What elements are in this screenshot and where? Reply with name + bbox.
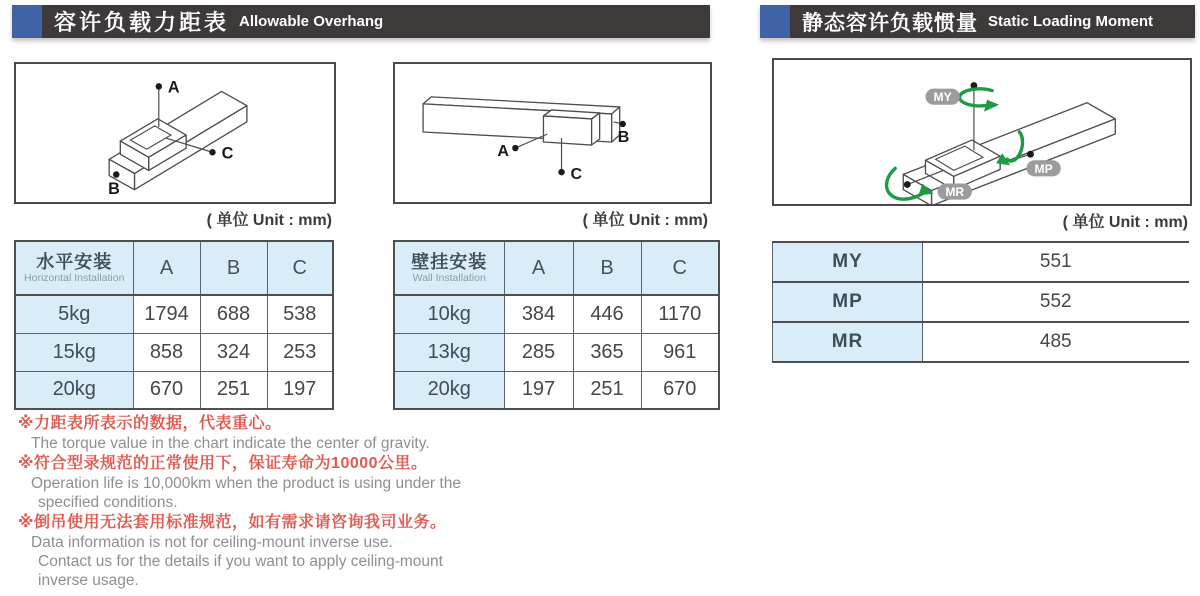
value-cell: 858 bbox=[133, 333, 200, 371]
wall-installation-table bbox=[393, 240, 720, 410]
accent-square-icon bbox=[760, 5, 790, 38]
table-row bbox=[773, 282, 1189, 322]
moment-value-cell: 552 bbox=[923, 282, 1189, 322]
section-title-zh: 静态容许负载惯量 bbox=[802, 11, 978, 35]
wall-rail-diagram-icon bbox=[395, 64, 710, 202]
table-row bbox=[15, 295, 333, 333]
note-zh: ※倒吊使用无法套用标准规范，如有需求请咨询我司业务。 bbox=[18, 514, 447, 531]
table-corner-header bbox=[394, 241, 504, 295]
diagram-horizontal-installation bbox=[14, 62, 336, 204]
footnotes-block bbox=[14, 413, 514, 590]
value-cell: 446 bbox=[573, 295, 641, 333]
table-header-row bbox=[15, 241, 333, 295]
note-en: inverse usage. bbox=[38, 572, 139, 589]
value-cell: 1170 bbox=[641, 295, 719, 333]
load-cell: 5kg bbox=[15, 295, 133, 333]
header-bar bbox=[42, 5, 710, 38]
value-cell: 365 bbox=[573, 333, 641, 371]
column-header-b: B bbox=[573, 241, 641, 295]
column-header-c: C bbox=[641, 241, 719, 295]
header-en: Wall Installation bbox=[412, 272, 486, 284]
header-en: Horizontal Installation bbox=[24, 272, 125, 284]
point-a-label: A bbox=[167, 78, 180, 97]
moment-rail-diagram-icon bbox=[774, 60, 1190, 204]
load-cell: 20kg bbox=[15, 371, 133, 409]
table-row bbox=[773, 242, 1189, 282]
table-row bbox=[394, 333, 719, 371]
static-moment-table bbox=[772, 241, 1189, 363]
section-header-static-loading-moment bbox=[760, 5, 1195, 38]
column-header-c: C bbox=[267, 241, 333, 295]
value-cell: 670 bbox=[133, 371, 200, 409]
note-en: Contact us for the details if you want to apply ceiling-mount bbox=[38, 553, 443, 570]
point-a-label: A bbox=[497, 142, 509, 161]
horizontal-installation-table bbox=[14, 240, 334, 410]
value-cell: 197 bbox=[267, 371, 333, 409]
moment-value-cell: 551 bbox=[923, 242, 1189, 282]
mr-label: MR bbox=[945, 185, 965, 200]
note-zh: ※力距表所表示的数据，代表重心。 bbox=[18, 415, 282, 432]
column-header-a: A bbox=[504, 241, 573, 295]
my-label: MY bbox=[933, 90, 952, 105]
diagram-wall-installation bbox=[393, 62, 712, 204]
section-header-allowable-overhang bbox=[12, 5, 710, 38]
value-cell: 251 bbox=[573, 371, 641, 409]
mp-label: MP bbox=[1034, 161, 1053, 176]
value-cell: 285 bbox=[504, 333, 573, 371]
note-en: The torque value in the chart indicate the center of gravity. bbox=[31, 435, 430, 452]
value-cell: 251 bbox=[200, 371, 267, 409]
table-row bbox=[394, 295, 719, 333]
horizontal-rail-diagram-icon bbox=[16, 64, 334, 202]
header-bar bbox=[790, 5, 1195, 38]
value-cell: 384 bbox=[504, 295, 573, 333]
table-row bbox=[773, 322, 1189, 362]
table-row bbox=[15, 333, 333, 371]
table-row bbox=[394, 371, 719, 409]
unit-label: ( 单位 Unit : mm) bbox=[582, 212, 708, 229]
moment-value-cell: 485 bbox=[923, 322, 1189, 362]
unit-label: ( 单位 Unit : mm) bbox=[206, 212, 332, 229]
note-en: Data information is not for ceiling-mount inverse use. bbox=[31, 534, 393, 551]
section-title-en: Allowable Overhang bbox=[239, 13, 384, 30]
note-zh: ※符合型录规范的正常使用下，保证寿命为10000公里。 bbox=[18, 455, 428, 472]
accent-square-icon bbox=[12, 5, 42, 38]
section-title-zh: 容许负载力距表 bbox=[54, 10, 230, 35]
value-cell: 688 bbox=[200, 295, 267, 333]
note-en: specified conditions. bbox=[38, 494, 178, 511]
load-cell: 10kg bbox=[394, 295, 504, 333]
note-en: Operation life is 10,000km when the product is using under the bbox=[31, 475, 461, 492]
table-header-row bbox=[394, 241, 719, 295]
point-b-label: B bbox=[617, 128, 630, 147]
table-row bbox=[15, 371, 333, 409]
value-cell: 253 bbox=[267, 333, 333, 371]
header-zh: 水平安装 bbox=[36, 252, 113, 272]
value-cell: 324 bbox=[200, 333, 267, 371]
value-cell: 1794 bbox=[133, 295, 200, 333]
column-header-b: B bbox=[200, 241, 267, 295]
moment-label-cell: MR bbox=[773, 322, 923, 362]
header-zh: 壁挂安装 bbox=[411, 252, 488, 272]
value-cell: 538 bbox=[267, 295, 333, 333]
table-corner-header bbox=[15, 241, 133, 295]
load-cell: 15kg bbox=[15, 333, 133, 371]
unit-label: ( 单位 Unit : mm) bbox=[1062, 214, 1188, 231]
value-cell: 961 bbox=[641, 333, 719, 371]
value-cell: 670 bbox=[641, 371, 719, 409]
diagram-static-moment bbox=[772, 58, 1192, 206]
point-c-label: C bbox=[221, 144, 234, 163]
section-title-en: Static Loading Moment bbox=[988, 13, 1153, 30]
load-cell: 20kg bbox=[394, 371, 504, 409]
point-c-label: C bbox=[570, 165, 583, 184]
moment-label-cell: MP bbox=[773, 282, 923, 322]
point-b-label: B bbox=[108, 179, 120, 198]
column-header-a: A bbox=[133, 241, 200, 295]
load-cell: 13kg bbox=[394, 333, 504, 371]
moment-label-cell: MY bbox=[773, 242, 923, 282]
value-cell: 197 bbox=[504, 371, 573, 409]
